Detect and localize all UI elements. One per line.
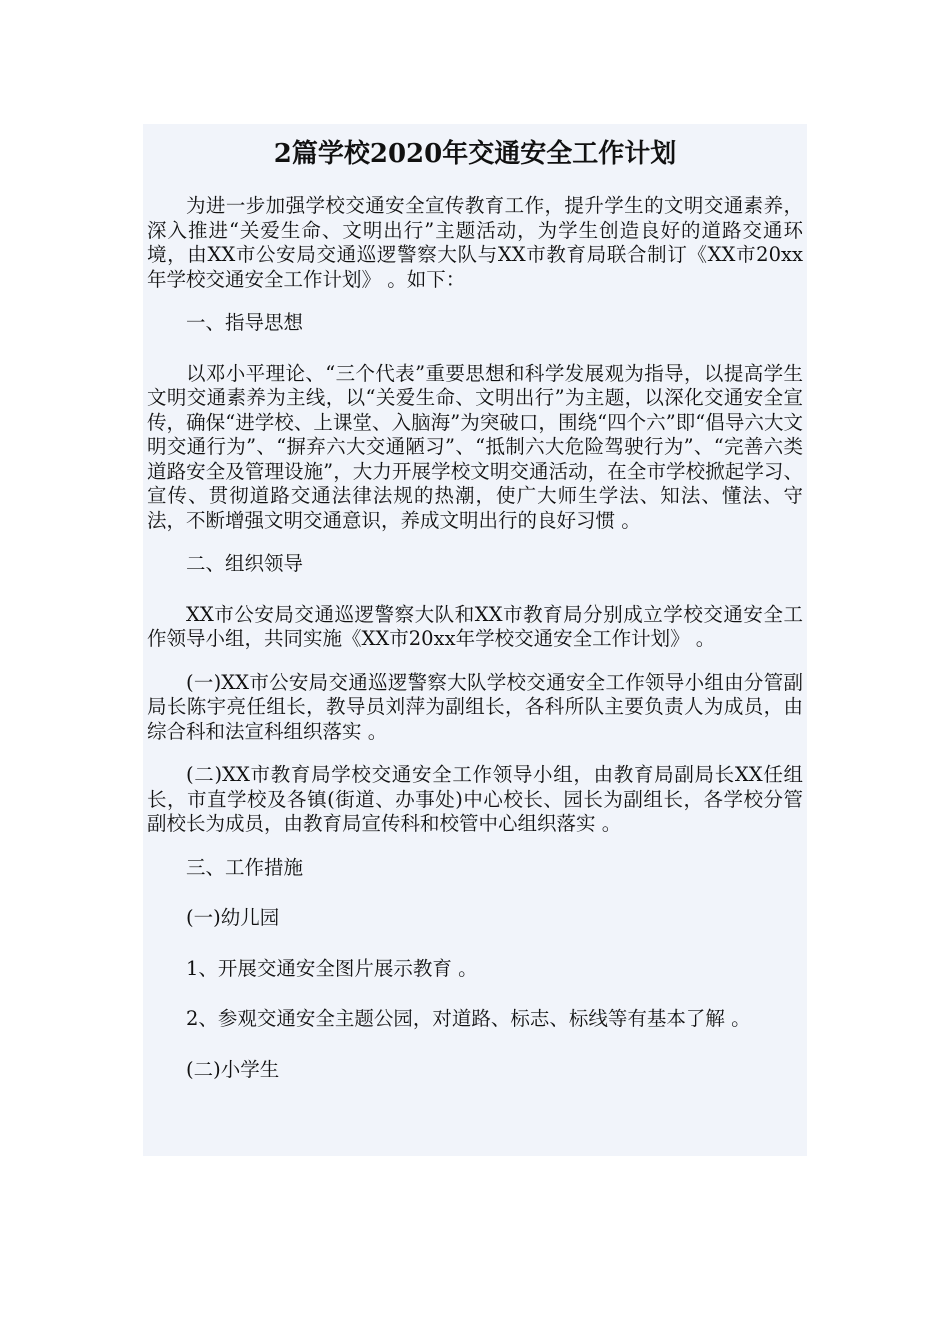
document-title: 2篇学校2020年交通安全工作计划 (273, 139, 677, 169)
document-page (143, 124, 807, 1156)
subheading-primary-students: (二)小学生 (186, 1057, 280, 1081)
measure-item-2: 2、参观交通安全主题公园，对道路、标志、标线等有基本了解 。 (186, 1007, 751, 1030)
intro-paragraph: 为进一步加强学校交通安全宣传教育工作，提升学生的文明交通素养，深入推进“关爱生命、文明出行”主题活动，为学生创造良好的道路交通环境，由XX市公安局交通巡逻警察大队与XX市教育局联合制订《XX市20xx年学校交通安全工作计划》 。如下： (147, 194, 803, 291)
section-heading-guiding-ideology: 一、指导思想 (186, 311, 304, 334)
police-group-paragraph: (一)XX市公安局交通巡逻警察大队学校交通安全工作领导小组由分管副局长陈宇亮任组长，教导员刘萍为副组长，各科所队主要负责人为成员，由综合科和法宣科组织落实 。 (147, 670, 803, 743)
guiding-ideology-paragraph: 以邓小平理论、“三个代表”重要思想和科学发展观为指导，以提高学生文明交通素养为主线，以“关爱生命、文明出行”为主题，以深化交通安全宣传，确保“进学校、上课堂、入脑海”为突破口，围绕“四个六”即“倡导六大文明交通行为”、“摒弃六大交通陋习”、“抵制六大危险驾驶行为”、“完善六类道路安全及管理设施”，大力开展学校文明交通活动，在全市学校掀起学习、宣传、贯彻道路交通法律法规的热潮，使广大师生学法、知法、懂法、守法，不断增强文明交通意识，养成文明出行的良好习惯 。 (147, 361, 803, 532)
section-heading-measures: 三、工作措施 (186, 855, 304, 879)
subheading-kindergarten: (一)幼儿园 (186, 906, 280, 929)
education-group-paragraph: (二)XX市教育局学校交通安全工作领导小组，由教育局副局长XX任组长，市直学校及各镇(街道、办事处)中心校长、园长为副组长，各学校分管副校长为成员，由教育局宣传科和校管中心组织落实 。 (147, 763, 803, 835)
section-heading-organization: 二、组织领导 (186, 552, 304, 575)
measure-item-1: 1、开展交通安全图片展示教育 。 (186, 956, 478, 980)
organization-paragraph: XX市公安局交通巡逻警察大队和XX市教育局分别成立学校交通安全工作领导小组，共同实施《XX市20xx年学校交通安全工作计划》 。 (147, 602, 803, 650)
